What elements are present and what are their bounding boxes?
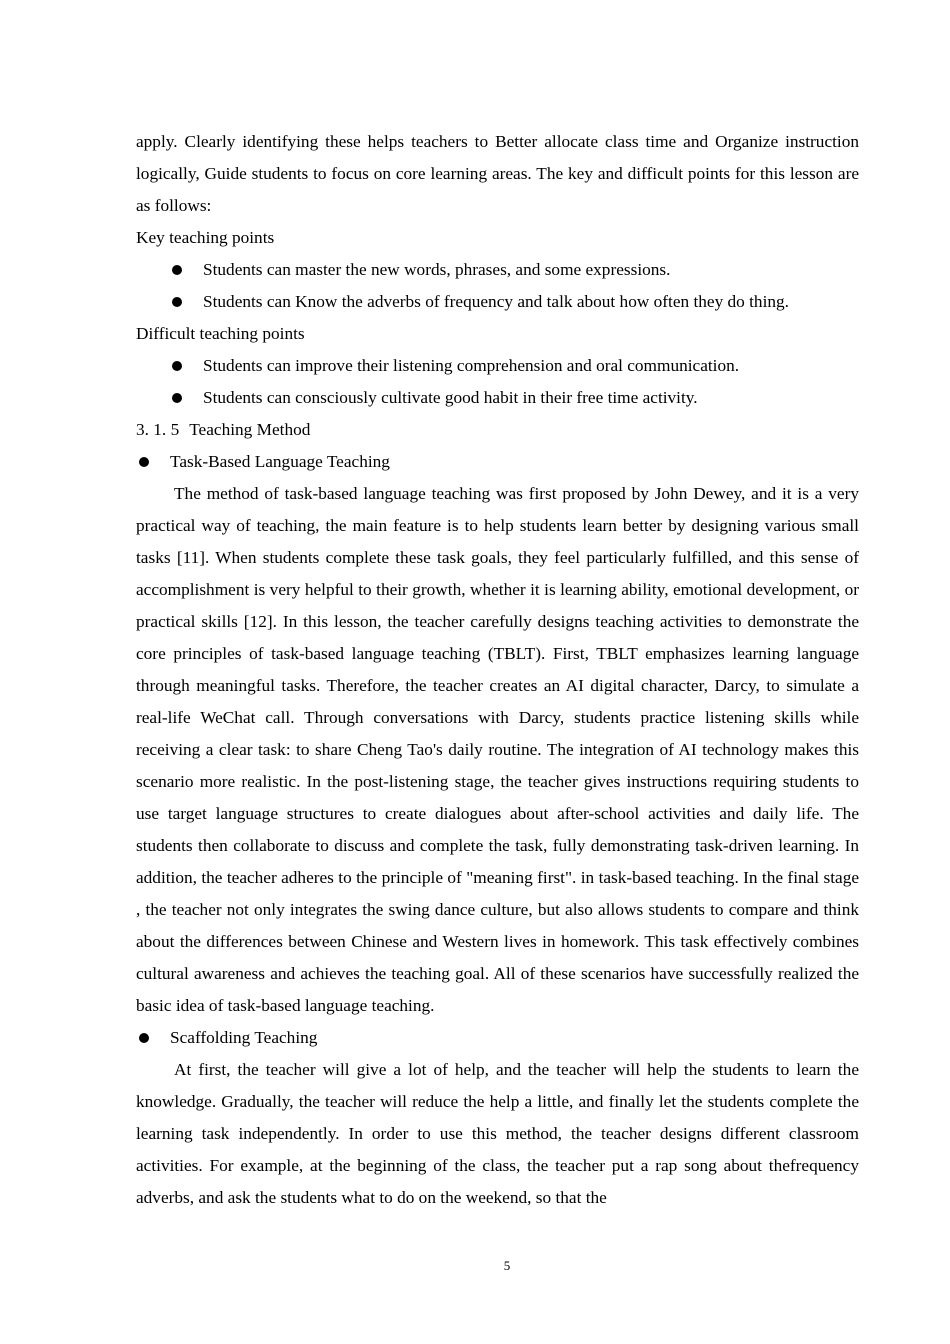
method-title: Scaffolding Teaching [170,1028,318,1047]
bullet-icon [172,361,182,371]
section-title: Teaching Method [189,420,311,439]
method-paragraph: At first, the teacher will give a lot of help, and the teacher will help the students to learn the knowledge. Gradually, the teacher will reduce the help a little, and finally let the students complete the learning task independently. In order to use this method, the teacher designs different classroom activities. For example, at the beginning of the class, the teacher put a rap song about thefrequency adverbs, and ask the students what to do on the weekend, so that the [136,1060,859,1207]
page-number: 5 [503,1258,511,1273]
key-point-text: Students can Know the adverbs of frequency and talk about how often they do thing. [203,292,789,311]
difficult-point-text: Students can consciously cultivate good habit in their free time activity. [203,388,698,407]
intro-paragraph: apply. Clearly identifying these helps teachers to Better allocate class time and Organize instruction logically, Guide students to focus on core learning areas. The key and difficult points for this lesson are as follows: [136,132,859,215]
method-paragraph: The method of task-based language teaching was first proposed by John Dewey, and it is a very practical way of teaching, the main feature is to help students learn better by designing various small tasks [11]. When students complete these task goals, they feel particularly fulfilled, and this sense of accomplishment is very helpful to their growth, whether it is learning ability, emotional development, or practical skills [12]. In this lesson, the teacher carefully designs teaching activities to demonstrate the core principles of task-based language teaching (TBLT). First, TBLT emphasizes learning language through meaningful tasks. Therefore, the teacher creates an AI digital character, Darcy, to simulate a real-life WeChat call. Through conversations with Darcy, students practice listening skills while receiving a clear task: to share Cheng Tao's daily routine. The integration of AI technology makes this scenario more realistic. In the post-listening stage, the teacher gives instructions requiring students to use target language structures to create dialogues about after-school activities and daily life. The students then collaborate to discuss and complete the task, fully demonstrating task-driven learning. In addition, the teacher adheres to the principle of "meaning first". in task-based teaching. In the final stage , the teacher not only integrates the swing dance culture, but also allows students to compare and think about the differences between Chinese and Western lives in homework. This task effectively combines cultural awareness and achieves the teaching goal. All of these scenarios have successfully realized the basic idea of task-based language teaching. [136,484,859,1015]
method-heading [136,1022,859,1054]
difficult-point-text: Students can improve their listening comprehension and oral communication. [203,356,740,375]
difficult-point-item [136,382,859,414]
bullet-icon [172,297,182,307]
key-point-item [136,286,859,318]
difficult-point-item [136,350,859,382]
method-title: Task-Based Language Teaching [170,452,390,471]
key-point-text: Students can master the new words, phrases, and some expressions. [203,260,671,279]
key-point-item [136,254,859,286]
bullet-icon [139,1033,149,1043]
bullet-icon [172,393,182,403]
method-heading [136,446,859,478]
key-points-heading: Key teaching points [136,228,275,247]
section-number: 3. 1. 5 [136,420,180,439]
document-body [136,126,859,1214]
bullet-icon [172,265,182,275]
section-heading [136,414,859,446]
bullet-icon [139,457,149,467]
difficult-points-heading: Difficult teaching points [136,324,305,343]
